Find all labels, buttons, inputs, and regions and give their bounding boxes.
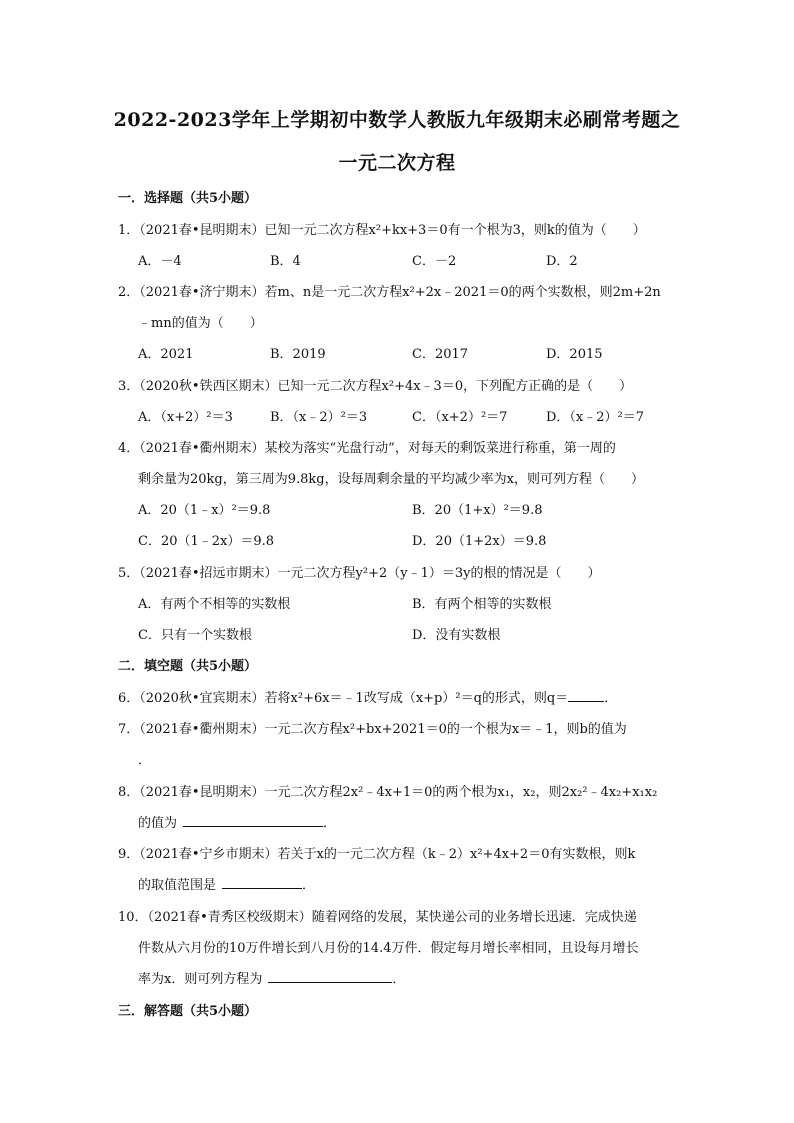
question-10-prefix: 率为x．则可列方程为: [138, 972, 263, 987]
question-9-tail: ．: [302, 878, 316, 893]
question-9-stem-line1: 9．（2021春•宁乡市期末）若关于x的一元二次方程（k﹣2）x²+4x+2＝0有实数根，则k: [118, 847, 636, 862]
question-8-answer-blank[interactable]: [183, 813, 323, 827]
question-1-option-d: D．2: [546, 254, 578, 269]
question-4-stem-line2: 剩余量为20kg，第三周为9.8kg，设每周剩余量的平均减少率为x，则可列方程（ ）: [138, 472, 644, 487]
question-7-stem-line2: ．: [138, 753, 152, 768]
question-4-option-b: B．20（1+x）²＝9.8: [412, 503, 543, 518]
question-10-stem-line2: 件数从六月份的10万件增长到八月份的14.4万件．假定每月增长率相同，且设每月增长: [138, 941, 639, 956]
doc-title-line1: 2022-2023学年上学期初中数学人教版九年级期末必刷常考题之: [113, 109, 681, 131]
doc-title-line2: 一元二次方程: [338, 152, 456, 174]
question-2-option-b: B．2019: [270, 347, 326, 362]
question-5-option-c: C．只有一个实数根: [138, 628, 252, 643]
question-2-stem-line1: 2．（2021春•济宁期末）若m、n是一元二次方程x²+2x﹣2021＝0的两个实数根，则2m+2n: [118, 285, 661, 300]
question-7-stem-line1: 7．（2021春•衢州期末）一元二次方程x²+bx+2021＝0的一个根为x＝﹣1，则b的值为: [118, 722, 627, 737]
question-5-stem: 5．（2021春•招远市期末）一元二次方程y²+2（y﹣1）＝3y的根的情况是（ ）: [118, 566, 601, 581]
question-5-option-a: A．有两个不相等的实数根: [138, 597, 291, 612]
section-heading-fill: 二．填空题（共5小题）: [118, 659, 258, 674]
question-1-option-b: B．4: [270, 254, 301, 269]
question-8-prefix: 的值为: [138, 816, 178, 831]
question-2-option-d: D．2015: [546, 347, 603, 362]
question-3-stem: 3．（2020秋•铁西区期末）已知一元二次方程x²+4x﹣3＝0，下列配方正确的是（ ）: [118, 379, 633, 394]
question-2-stem-line2: ﹣mn的值为（ ）: [138, 316, 263, 331]
question-3-option-a: A．（x+2）²＝3: [138, 410, 233, 425]
question-6-stem: [118, 687, 617, 706]
question-6-text: 6．（2020秋•宜宾期末）若将x²+6x＝﹣1改写成（x+p）²＝q的形式，则q＝: [118, 691, 569, 706]
question-2-option-c: C．2017: [412, 347, 469, 362]
question-1-stem: 1．（2021春•昆明期末）已知一元二次方程x²+kx+3＝0有一个根为3，则k的值为（ ）: [118, 223, 646, 238]
question-6-answer-blank[interactable]: [568, 688, 604, 702]
question-9-stem-line2: [138, 874, 315, 893]
question-3-option-d: D．（x﹣2）²＝7: [546, 410, 645, 425]
question-4-option-d: D．20（1+2x）＝9.8: [412, 534, 547, 549]
question-3-option-c: C．（x+2）²＝7: [412, 410, 508, 425]
question-9-answer-blank[interactable]: [222, 875, 302, 889]
question-1-option-c: C．－2: [412, 254, 457, 269]
section-heading-solve: 三．解答题（共5小题）: [118, 1004, 258, 1019]
question-8-stem-line2: [138, 812, 336, 831]
section-heading-choice: 一．选择题（共5小题）: [118, 191, 258, 206]
question-3-option-b: B．（x﹣2）²＝3: [270, 410, 368, 425]
question-5-option-b: B．有两个相等的实数根: [412, 597, 552, 612]
question-8-tail: ．: [323, 816, 337, 831]
question-4-option-c: C．20（1﹣2x）＝9.8: [138, 534, 275, 549]
question-10-tail: ．: [392, 972, 406, 987]
question-2-option-a: A．2021: [138, 347, 194, 362]
question-4-option-a: A．20（1﹣x）²＝9.8: [138, 503, 271, 518]
question-1-option-a: A．－4: [138, 254, 182, 269]
question-9-prefix: 的取值范围是: [138, 878, 217, 893]
question-8-stem-line1: 8．（2021春•昆明期末）一元二次方程2x²﹣4x+1＝0的两个根为x₁，x₂，则2x₂²﹣4x₂+x₁x₂: [118, 785, 658, 800]
question-5-option-d: D．没有实数根: [412, 628, 501, 643]
question-10-stem-line1: 10．（2021春•青秀区校级期末）随着网络的发展，某快递公司的业务增长迅速．完成快递: [118, 910, 637, 925]
question-10-answer-blank[interactable]: [268, 969, 392, 983]
question-6-tail: ．: [604, 691, 618, 706]
question-10-stem-line3: [138, 968, 405, 987]
question-4-stem-line1: 4．（2021春•衢州期末）某校为落实“光盘行动”，对每天的剩饭菜进行称重，第一周的: [118, 441, 616, 456]
